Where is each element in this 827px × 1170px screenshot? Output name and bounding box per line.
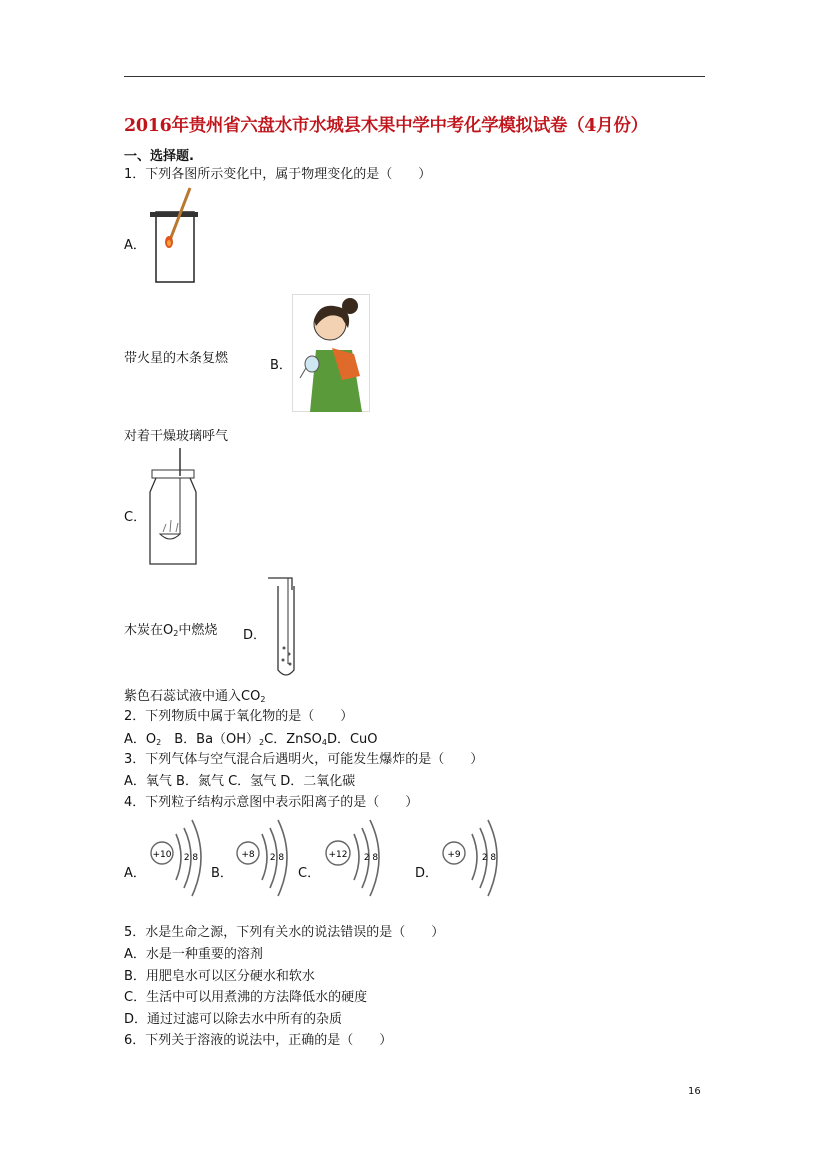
atom-d-nucleus: +9 bbox=[447, 850, 461, 860]
q1-stem: 1．下列各图所示变化中，属于物理变化的是（ ） bbox=[124, 167, 432, 182]
q3-stem: 3．下列气体与空气混合后遇明火，可能发生爆炸的是（ ） bbox=[124, 752, 484, 767]
atom-c-shells: 2 8 bbox=[363, 853, 379, 863]
q1-caption-c bbox=[124, 622, 217, 643]
atom-d-shells: 2 8 bbox=[481, 853, 497, 863]
girl-breathing-on-glass-figure bbox=[292, 294, 370, 412]
atom-b-shells: 2 8 bbox=[269, 853, 285, 863]
page-number: 16 bbox=[688, 1086, 701, 1097]
q4-option-c-label: C． bbox=[298, 866, 321, 881]
q2-option-a: A．O bbox=[124, 732, 157, 747]
page-title: 2016年贵州省六盘水市水城县木果中学中考化学模拟试卷（4月份） bbox=[124, 116, 648, 136]
atom-a-nucleus: +10 bbox=[152, 850, 172, 860]
q4-option-a-label: A． bbox=[124, 866, 146, 881]
q2-option-b: B．Ba（OH） bbox=[161, 732, 260, 747]
q1-option-b-label: B． bbox=[270, 358, 292, 373]
q4-option-b-label: B． bbox=[211, 866, 233, 881]
q1-caption-b: 对着干燥玻璃呼气 bbox=[124, 429, 229, 444]
q1-option-c-label: C． bbox=[124, 510, 147, 525]
q2-option-c-subscript: 4 bbox=[321, 738, 327, 747]
q5-option-a: A．水是一种重要的溶剂 bbox=[124, 947, 263, 962]
q2-option-a-subscript: 2 bbox=[156, 738, 162, 747]
q1-caption-d-subscript: 2 bbox=[260, 695, 266, 704]
section-heading: 一、选择题. bbox=[124, 149, 194, 164]
q1-option-d-label: D． bbox=[243, 628, 267, 643]
q5-option-c: C．生活中可以用煮沸的方法降低水的硬度 bbox=[124, 990, 368, 1005]
q5-stem: 5．水是生命之源，下列有关水的说法错误的是（ ） bbox=[124, 925, 445, 940]
q1-option-a-label: A． bbox=[124, 238, 146, 253]
atom-c-nucleus: +12 bbox=[328, 850, 348, 860]
q3-options: A．氧气 B．氮气 C．氢气 D．二氧化碳 bbox=[124, 774, 356, 789]
q1-caption-d bbox=[124, 688, 265, 709]
atom-diagram-b bbox=[230, 816, 296, 902]
q2-stem: 2．下列物质中属于氧化物的是（ ） bbox=[124, 709, 354, 724]
q6-stem: 6．下列关于溶液的说法中，正确的是（ ） bbox=[124, 1033, 393, 1048]
q2-options bbox=[124, 731, 378, 752]
q4-option-d-label: D． bbox=[415, 866, 439, 881]
q2-option-d: D．CuO bbox=[326, 732, 378, 747]
atom-b-nucleus: +8 bbox=[241, 850, 255, 860]
burning-splint-jar-figure bbox=[146, 186, 200, 284]
q1-caption-c-suffix: 中燃烧 bbox=[178, 623, 218, 638]
atom-a-shells: 2 8 bbox=[183, 853, 199, 863]
q2-option-c: C．ZnSO bbox=[264, 732, 322, 747]
q1-caption-c-prefix: 木炭在O bbox=[124, 623, 174, 638]
atom-diagram-d bbox=[436, 816, 508, 902]
q2-option-b-subscript: 2 bbox=[259, 738, 265, 747]
q5-option-b: B．用肥皂水可以区分硬水和软水 bbox=[124, 969, 315, 984]
q1-caption-d-prefix: 紫色石蕊试液中通入CO bbox=[124, 689, 261, 704]
charcoal-in-oxygen-jar-figure bbox=[146, 446, 200, 566]
header-rule bbox=[124, 76, 705, 77]
atom-diagram-c bbox=[318, 816, 390, 902]
atom-diagram-a bbox=[144, 816, 210, 902]
q1-caption-a: 带火星的木条复燃 bbox=[124, 351, 229, 366]
test-tube-litmus-figure bbox=[262, 576, 302, 682]
q1-caption-c-subscript: 2 bbox=[173, 629, 179, 638]
q4-stem: 4．下列粒子结构示意图中表示阳离子的是（ ） bbox=[124, 795, 419, 810]
q5-option-d: D．通过过滤可以除去水中所有的杂质 bbox=[124, 1012, 343, 1027]
